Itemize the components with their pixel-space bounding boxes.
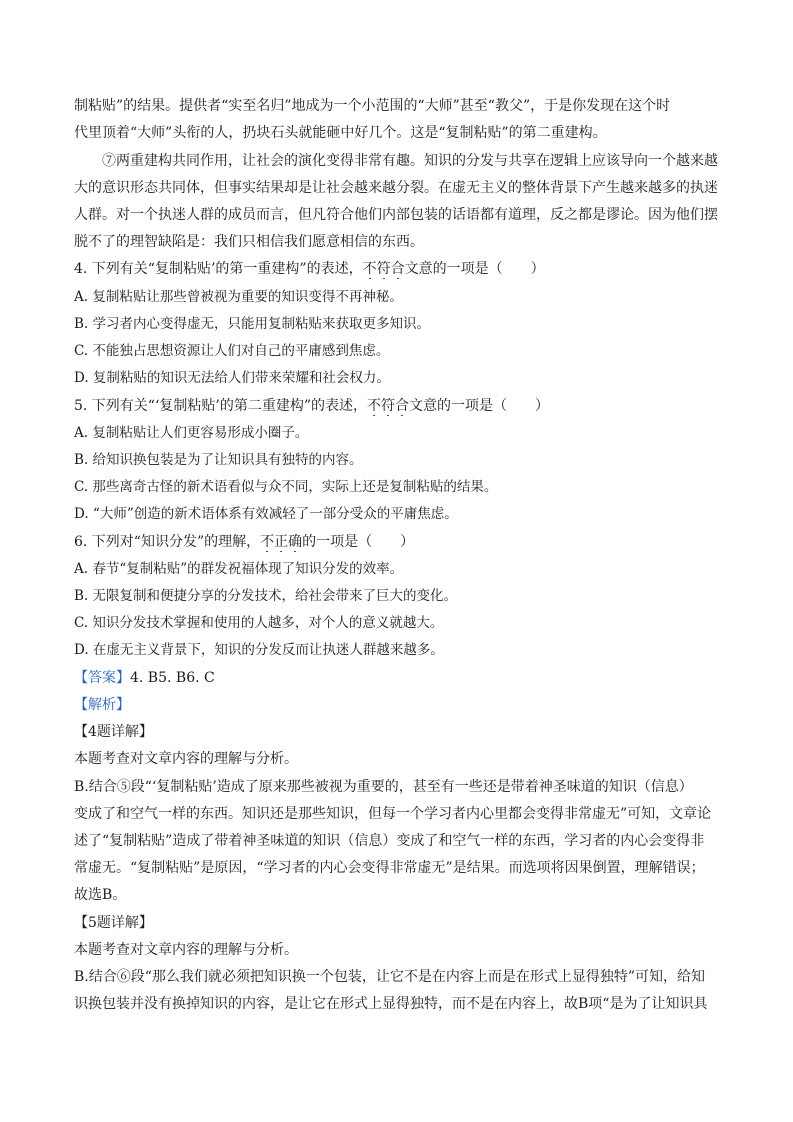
- question-option: C. 不能独占思想资源让人们对自己的平庸感到焦虑。: [74, 343, 390, 359]
- passage-line: 脱不了的理智缺陷是：我们只相信我们愿意相信的东西。: [74, 234, 424, 250]
- answer-line: [74, 668, 734, 688]
- analysis-line: 变成了和空气一样的东西。知识还是那些知识，但每一个学习者内心里都会变得非常虚无”可知，文章论: [74, 806, 712, 822]
- emphasis-char: 不: [367, 398, 382, 414]
- question-option: A. 复制粘贴让人们更容易形成小圈子。: [74, 425, 309, 441]
- answer-label: 【答案】: [74, 670, 130, 686]
- emphasis-char: 确: [288, 534, 303, 550]
- question-stem: 4. 下列有关“复制粘贴’的第一重建构”的表述，不符合文意的一项是（ ）: [74, 261, 545, 277]
- question-stem: 6. 下列对“知识分发”的理解，不正确的一项是（ ）: [74, 534, 415, 550]
- question-stem: 5. 下列有关“‘复制粘贴’的第二重建构”的表述，不符合文意的一项是（ ）: [74, 398, 550, 414]
- analysis-line: 本题考查对文章内容的理解与分析。: [74, 942, 298, 958]
- answer-text: 4. B5. B6. C: [130, 670, 215, 686]
- analysis-label: 【解析】: [74, 697, 130, 713]
- emphasis-char: 符: [381, 398, 396, 414]
- passage-line: ⑦两重建构共同作用，让社会的演化变得非常有趣。知识的分发与共享在逻辑上应该导向一个越来越: [102, 153, 718, 169]
- emphasis-char: 不: [260, 534, 275, 550]
- analysis-line: B.结合⑥段“那么我们就必须把知识换一个包装，让它不是在内容上而是在形式上显得独特”可知，给知: [74, 969, 706, 985]
- analysis-line: 故选B。: [74, 887, 127, 903]
- analysis-line: 本题考查对文章内容的理解与分析。: [74, 751, 298, 767]
- analysis-line: 识换包装并没有换掉知识的内容，是让它在形式上显得独特，而不是在内容上，故B项“是为了让知识具: [74, 996, 708, 1012]
- emphasis-char: 符: [376, 261, 391, 277]
- emphasis-char: 合: [395, 398, 410, 414]
- question-option: A. 春节“复制粘贴”的群发祝福体现了知识分发的效率。: [74, 561, 404, 577]
- analysis-line: 常虚无。“复制粘贴”是原因，“学习者的内心会变得非常虚无”是结果。而选项将因果倒置，理解错误；: [74, 860, 705, 876]
- question-option: B. 给知识换包装是为了让知识具有独特的内容。: [74, 452, 363, 468]
- question-option: D. “大师”创造的新术语体系有效减轻了一部分受众的平庸焦虑。: [74, 506, 458, 522]
- emphasis-char: 不: [362, 261, 377, 277]
- q4-detail-heading: 【4题详解】: [74, 724, 153, 740]
- question-option: B. 学习者内心变得虚无，只能用复制粘贴来获取更多知识。: [74, 316, 431, 332]
- q5-detail-heading: 【5题详解】: [74, 915, 153, 931]
- emphasis-char: 正: [274, 534, 289, 550]
- analysis-line: B.结合⑤段“‘复制粘贴’造成了原来那些被视为重要的，甚至有一些还是带着神圣味道的知识（信息）: [74, 779, 693, 795]
- question-option: A. 复制粘贴让那些曾被视为重要的知识变得不再神秘。: [74, 289, 403, 305]
- passage-line: 制粘贴”的结果。提供者“实至名归”地成为一个小范围的“大师”甚至“教父”，于是你发现在这个时: [74, 98, 671, 114]
- passage-line: 大的意识形态共同体，但事实结果却是让社会越来越分裂。在虚无主义的整体背景下产生越来越多的执迷: [74, 180, 718, 196]
- analysis-line: 述了“复制粘贴”造成了带着神圣味道的知识（信息）变成了和空气一样的东西，学习者的内心会变得非: [74, 833, 705, 849]
- emphasis-char: 合: [390, 261, 405, 277]
- passage-line: 人群。对一个执迷人群的成员而言，但凡符合他们内部包装的话语都有道理，反之都是谬论。因为他们摆: [74, 207, 718, 223]
- question-option: D. 在虚无主义背景下，知识的分发反而让执迷人群越来越多。: [74, 642, 444, 658]
- question-option: C. 知识分发技术掌握和使用的人越多，对个人的意义就越大。: [74, 615, 444, 631]
- question-option: C. 那些离奇古怪的新术语看似与众不同，实际上还是复制粘贴的结果。: [74, 479, 498, 495]
- passage-line: 代里顶着“大师”头衔的人，扔块石头就能砸中好几个。这是“复制粘贴”的第二重建构。: [74, 125, 607, 141]
- question-option: D. 复制粘贴的知识无法给人们带来荣耀和社会权力。: [74, 370, 390, 386]
- question-option: B. 无限复制和便捷分享的分发技术，给社会带来了巨大的变化。: [74, 588, 458, 604]
